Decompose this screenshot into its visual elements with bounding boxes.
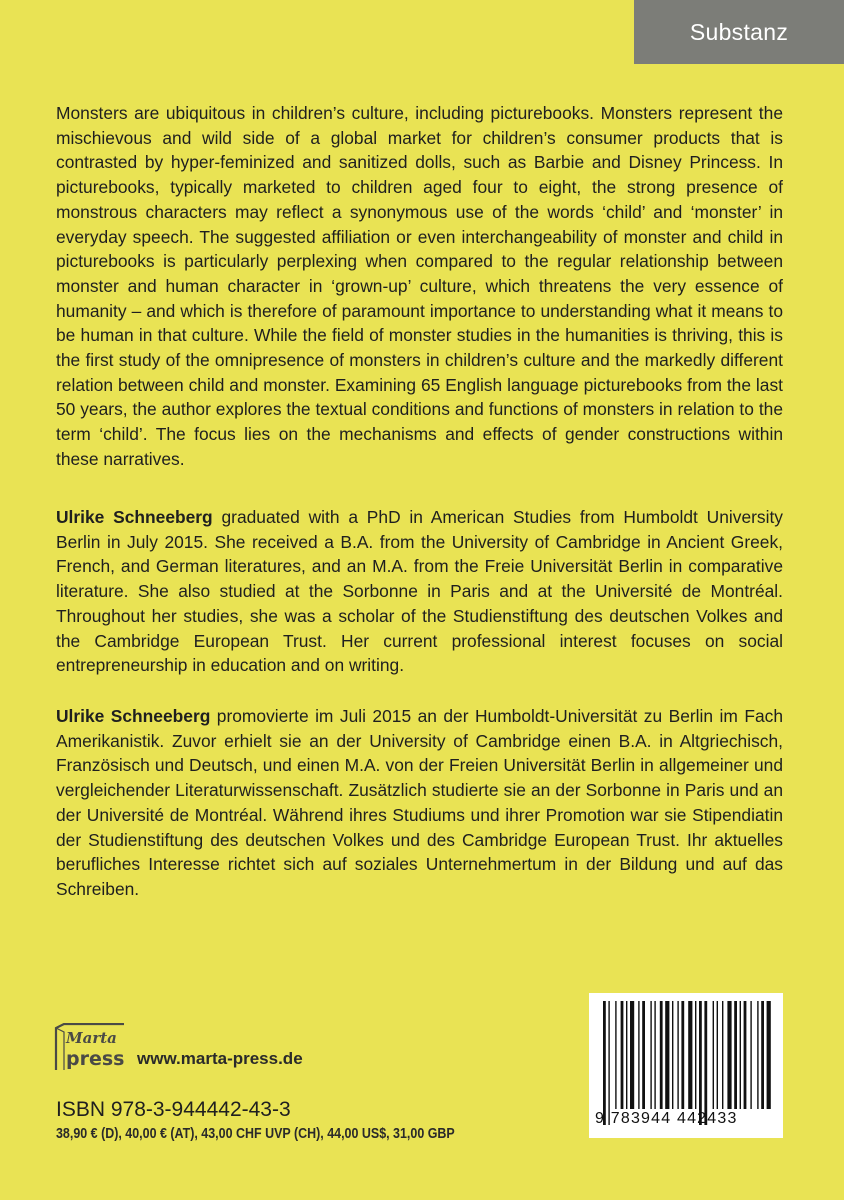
barcode-bar	[603, 1001, 606, 1125]
barcode-bar	[630, 1001, 634, 1109]
barcode-bar	[642, 1001, 645, 1109]
barcode-bar	[672, 1001, 673, 1109]
barcode-bar	[750, 1001, 751, 1109]
barcode-bar	[717, 1001, 718, 1109]
barcode-bar	[757, 1001, 758, 1109]
barcode-bar	[713, 1001, 714, 1109]
author-bio-text: promovierte im Juli 2015 an der Humboldt-Universität zu Berlin im Fach Amerikanistik. Zuvor erhielt sie an der University of Cambridge einen B.A. in Altgriechisch, Französisch und Deutsch, und einen M.A. von der Freien Universität Berlin in allgemeiner und vergleichender Literaturwissenschaft. Zusätzlich studierte sie an der Sorbonne in Paris und an der Université de Montréal. Während ihres Studiums und ihrer Promotion war sie Stipendiatin der Studienstiftung des deutschen Volkes und des Cambridge European Trust. Ihr aktuelles berufliches Interesse richtet sich auf soziales Unternehmertum in der Bildung und auf das Schreiben.	[56, 706, 783, 899]
barcode-digits: 9 783944 442433	[595, 1110, 738, 1127]
book-description: Monsters are ubiquitous in children’s culture, including picturebooks. Monsters represent the mischievous and wild side of a global market for children’s consumer products that is contrasted by hyper-feminized and sanitized dolls, such as Barbie and Disney Princess. In picturebooks, typically marketed to children aged four to eight, the strong presence of monstrous characters may reflect a synonymous use of the words ‘child’ and ‘monster’ in everyday speech. The suggested affiliation or even interchangeability of monster and child in picturebooks is particularly perplexing when compared to the regular relationship between monster and human character in ‘grown-up’ culture, which threatens the very essence of humanity – and which is therefore of paramount importance to understanding what it means to be human in that culture. While the field of monster studies in the humanities is thriving, this is the first study of the omnipresence of monsters in children’s culture and the markedly different relation between child and monster. Examining 65 English language picturebooks from the last 50 years, the author explores the textual conditions and functions of monsters in relation to the term ‘child’. The focus lies on the mechanisms and effects of gender constructions within these narratives.	[56, 103, 783, 469]
barcode-bar	[654, 1001, 655, 1109]
publisher-website[interactable]: www.marta-press.de	[137, 1049, 303, 1068]
barcode-bar	[727, 1001, 731, 1109]
series-label: Substanz	[634, 0, 844, 64]
isbn-number: ISBN 978-3-944442-43-3	[56, 1098, 291, 1121]
barcode-bar	[650, 1001, 651, 1109]
barcode-bar	[608, 1001, 609, 1125]
barcode-bar	[767, 1001, 771, 1109]
barcode-bar	[744, 1001, 747, 1109]
barcode-bar	[704, 1001, 707, 1125]
logo-press-text: press	[66, 1048, 125, 1070]
barcode-bar	[761, 1001, 764, 1109]
barcode-bar	[740, 1001, 741, 1109]
barcode-bar	[665, 1001, 669, 1109]
author-bio-text: graduated with a PhD in American Studies from Humboldt University Berlin in July 2015. She received a B.A. from the University of Cambridge in Ancient Greek, French, and German literatures, and an M.A. from the Freie Universität Berlin in comparative literature. She also studied at the Sorbonne in Paris and at the Université de Montréal. Throughout her studies, she was a scholar of the Studienstiftung des deutschen Volkes and the Cambridge European Trust. Her current professional interest focuses on social entrepreneurship in education and on writing.	[56, 507, 783, 676]
barcode-bar	[660, 1001, 663, 1109]
barcode-bar	[621, 1001, 624, 1109]
author-name: Ulrike Schneeberg	[56, 706, 211, 726]
publisher-logo	[54, 1023, 126, 1071]
price-list: 38,90 € (D), 40,00 € (AT), 43,00 CHF UVP (CH), 44,00 US$, 31,00 GBP	[56, 1126, 455, 1142]
barcode-bar	[722, 1001, 723, 1109]
barcode-bar	[734, 1001, 737, 1109]
barcode-bar	[626, 1001, 627, 1109]
barcode-bar	[699, 1001, 702, 1125]
author-bio-german	[56, 704, 783, 902]
isbn-barcode	[589, 993, 783, 1138]
barcode-bar	[695, 1001, 696, 1109]
barcode-bar	[681, 1001, 684, 1109]
logo-marta-text: Marta	[66, 1029, 117, 1047]
author-name: Ulrike Schneeberg	[56, 507, 213, 527]
barcode-bar	[638, 1001, 639, 1109]
author-bio-english	[56, 505, 783, 678]
barcode-bar	[688, 1001, 692, 1109]
barcode-bar	[615, 1001, 616, 1109]
barcode-bar	[677, 1001, 678, 1109]
